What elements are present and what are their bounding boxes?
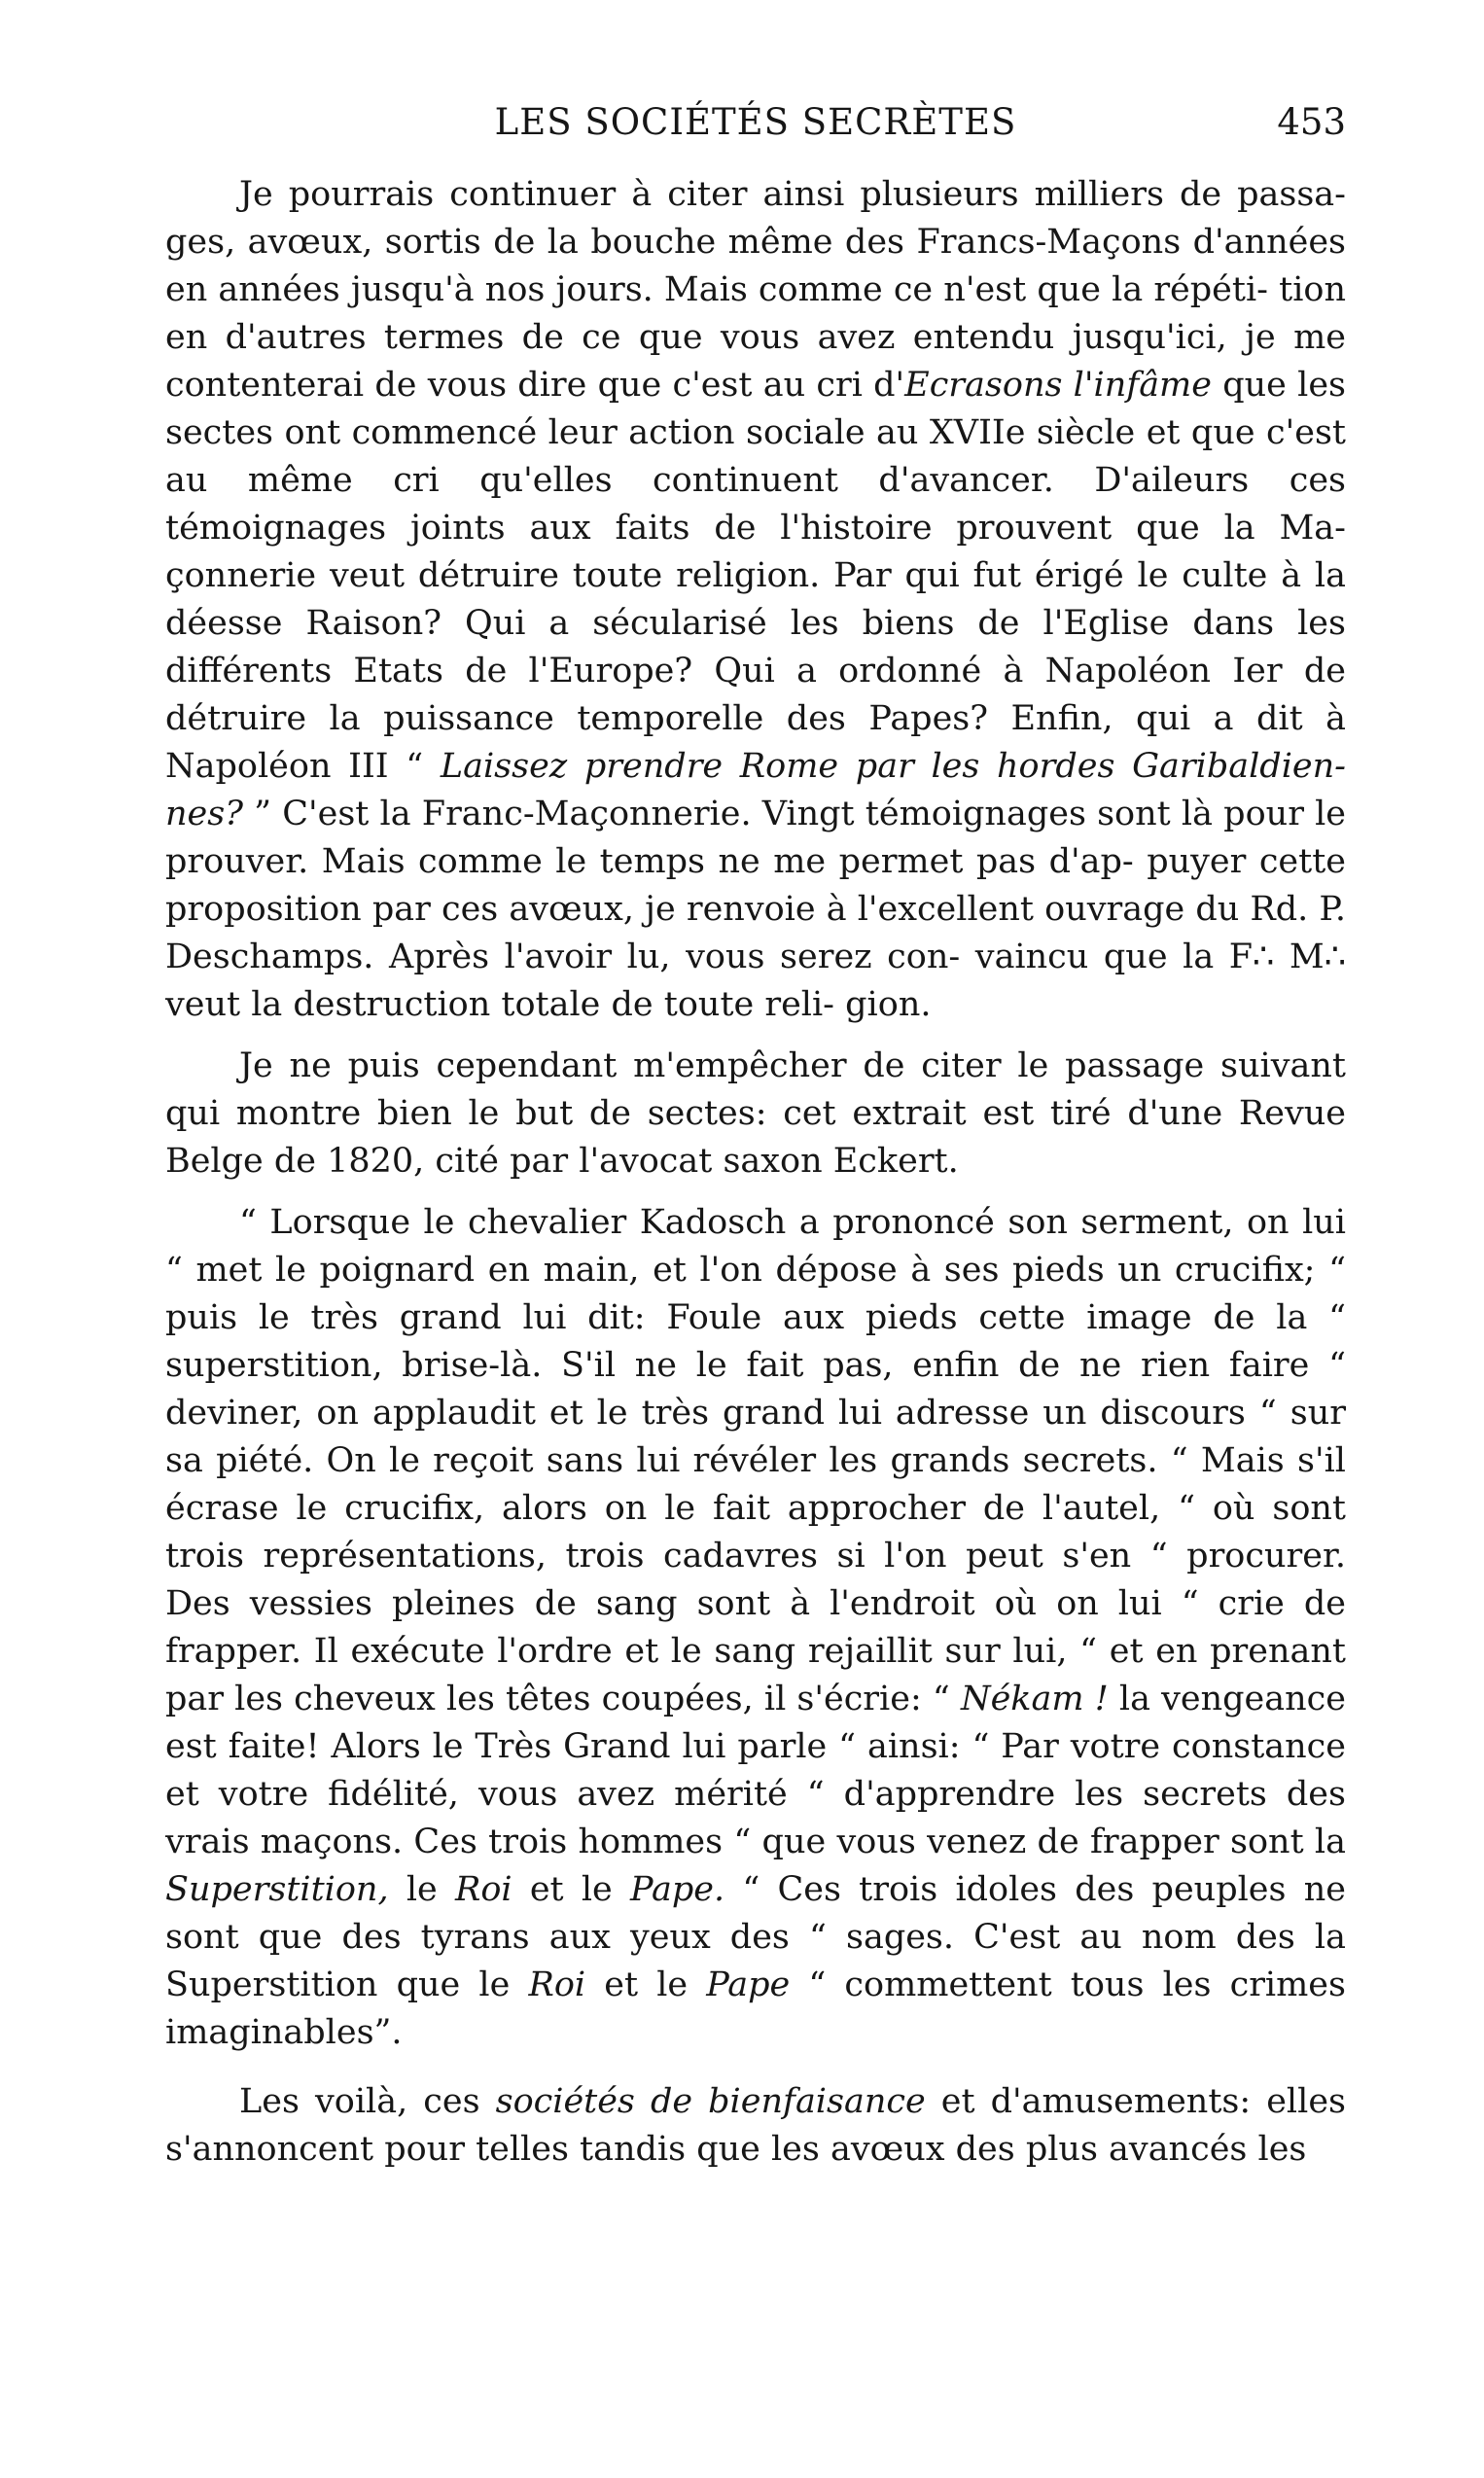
text-line: “ procurer. Des vessies pleines de sang sont à l'endroit où on lui bbox=[165, 1537, 1346, 1623]
text-line: “ met le poignard en main, et l'on dépose à ses pieds un crucifix; bbox=[165, 1251, 1316, 1290]
text-line: “ crie de frapper. Il exécute l'ordre et le sang rejaillit sur lui, bbox=[165, 1584, 1346, 1671]
text-line: les différents Etats de l'Europe? Qui a ordonné à Napoléon Ier bbox=[165, 604, 1346, 690]
text-line: “ Mais s'il écrase le crucifix, alors on le fait approcher de l'autel, bbox=[165, 1441, 1346, 1528]
text-line: Belge de 1820, cité par l'avocat saxon Eckert. bbox=[165, 1142, 959, 1181]
text-line: “ Lorsque le chevalier Kadosch a prononcé son serment, on lui bbox=[239, 1203, 1346, 1242]
text-line: en années jusqu'à nos jours. Mais comme ce n'est que la répéti- bbox=[165, 270, 1268, 309]
text-line: “ deviner, on applaudit et le très grand lui adresse un discours bbox=[165, 1346, 1346, 1433]
italic-phrase: Roi bbox=[528, 1965, 586, 2004]
body-text bbox=[165, 171, 1346, 2187]
text-line: “ puis le très grand lui dit: Foule aux pieds cette image de la bbox=[165, 1251, 1346, 1337]
text-line: Les voilà, ces sociétés de bienfaisance et d'amusements: elles bbox=[239, 2082, 1346, 2121]
text-line: Napoléon III “ Laissez prendre Rome par les hordes Garibaldien- bbox=[165, 747, 1346, 786]
text-line: ces témoignages joints aux faits de l'histoire prouvent que la Ma- bbox=[165, 461, 1346, 548]
italic-phrase: sociétés de bienfaisance bbox=[495, 2082, 926, 2121]
italic-phrase: nes? bbox=[165, 795, 243, 833]
italic-phrase: Laissez prendre Rome par les hordes Garibaldien- bbox=[440, 747, 1346, 786]
italic-phrase: Nékam ! bbox=[960, 1680, 1109, 1718]
text-line: à la déesse Raison? Qui a sécularisé les biens de l'Eglise dans bbox=[165, 556, 1346, 643]
italic-phrase: Ecrasons l'infâme bbox=[904, 366, 1212, 405]
italic-phrase: Pape bbox=[706, 1965, 791, 2004]
text-line: pour le prouver. Mais comme le temps ne me permet pas d'ap- bbox=[165, 795, 1347, 881]
text-line: s'annoncent pour telles tandis que les avœux des plus avancés les bbox=[165, 2130, 1307, 2169]
paragraph-4 bbox=[165, 2078, 1346, 2174]
italic-phrase: Roi bbox=[454, 1870, 512, 1909]
italic-phrase: Superstition, bbox=[165, 1870, 389, 1909]
text-line: “ Ces trois idoles des peuples ne sont que des tyrans aux yeux des bbox=[165, 1870, 1346, 1957]
page-header bbox=[165, 93, 1346, 152]
text-line: “ où sont trois représentations, trois cadavres si l'on peut s'en bbox=[165, 1489, 1346, 1575]
text-line: puyer cette proposition par ces avœux, je renvoie à l'excellent bbox=[165, 842, 1346, 929]
text-line: “ sages. C'est au nom des la Superstition que le Roi et le Pape bbox=[165, 1918, 1346, 2004]
text-line: qui montre bien le but de sectes: cet extrait est tiré d'une Revue bbox=[165, 1094, 1346, 1133]
running-title: LES SOCIÉTÉS SECRÈTES bbox=[494, 101, 1017, 143]
text-line: Je pourrais continuer à citer ainsi plusieurs milliers de passa- bbox=[239, 175, 1346, 214]
text-line: ouvrage du Rd. P. Deschamps. Après l'avoir lu, vous serez con- bbox=[165, 890, 1347, 976]
text-line: “ ainsi: “ Par votre constance et votre fidélité, vous avez mérité bbox=[165, 1727, 1346, 1814]
italic-phrase: Pape. bbox=[630, 1870, 725, 1909]
text-line: gion. bbox=[845, 985, 932, 1024]
text-line: çonnerie veut détruire toute religion. Par qui fut érigé le culte bbox=[165, 556, 1268, 595]
text-line: vaincu que la F∴ M∴ veut la destruction totale de toute reli- bbox=[165, 938, 1346, 1024]
quotation-paragraph bbox=[165, 1199, 1346, 2057]
text-line: “ que vous venez de frapper sont la Superstition, le Roi et le Pape. bbox=[165, 1823, 1346, 1909]
text-line: ges, avœux, sortis de la bouche même des Francs-Maçons d'années bbox=[165, 223, 1346, 262]
text-line: “ sur sa piété. On le reçoit sans lui révéler les grands secrets. bbox=[165, 1394, 1346, 1480]
paragraph-1 bbox=[165, 171, 1346, 1029]
text-line: de détruire la puissance temporelle des Papes? Enfin, qui a dit à bbox=[165, 652, 1346, 738]
text-line: “ et en prenant par les cheveux les têtes coupées, il s'écrie: bbox=[165, 1632, 1346, 1718]
text-line: “ d'apprendre les secrets des vrais maçons. Ces trois hommes bbox=[165, 1775, 1346, 1861]
text-line: tion en d'autres termes de ce que vous avez entendu jusqu'ici, je bbox=[165, 270, 1346, 357]
text-line: nes? ” C'est la Franc-Maçonnerie. Vingt témoignages sont là bbox=[165, 795, 1213, 833]
text-line: “ commettent tous les crimes imaginables”. bbox=[165, 1965, 1346, 2052]
text-line: “ Nékam ! la vengeance est faite! Alors le Très Grand lui parle bbox=[165, 1680, 1346, 1766]
text-line: me contenterai de vous dire que c'est au cri d'Ecrasons l'infâme bbox=[165, 318, 1346, 405]
text-line: “ superstition, brise-là. S'il ne le fait pas, enfin de ne rien faire bbox=[165, 1298, 1346, 1385]
page-number: 453 bbox=[1277, 101, 1346, 143]
text-line: et que c'est au même cri qu'elles continuent d'avancer. D'aileurs bbox=[165, 413, 1346, 500]
text-line: Je ne puis cependant m'empêcher de citer le passage suivant bbox=[239, 1046, 1346, 1085]
text-line: que les sectes ont commencé leur action sociale au XVIIe siècle bbox=[165, 366, 1346, 452]
paragraph-2 bbox=[165, 1043, 1346, 1186]
